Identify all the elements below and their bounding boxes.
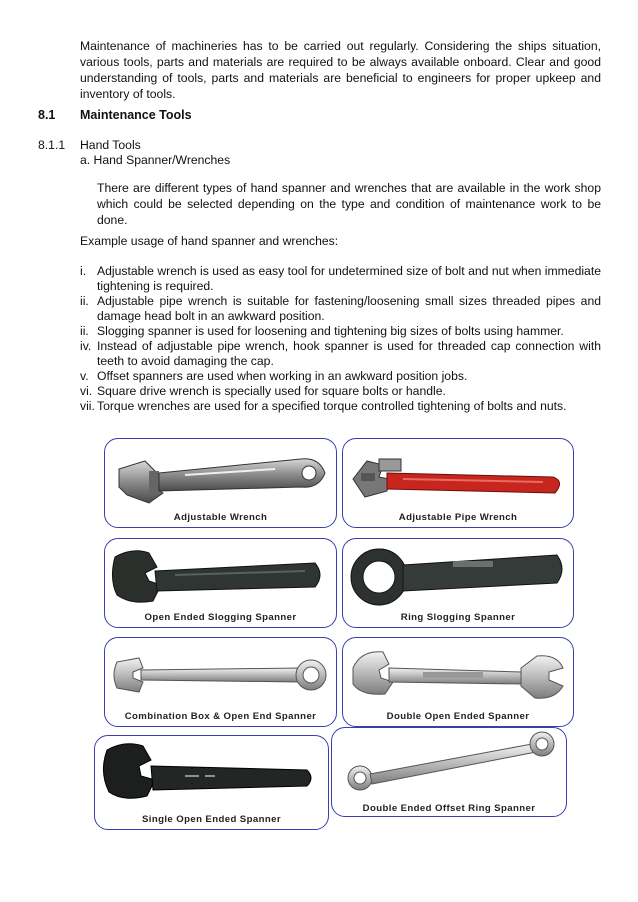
list-text: Adjustable wrench is used as easy tool for undetermined size of bolt and nut when immediate tightening is required. xyxy=(97,264,601,293)
list-item xyxy=(80,399,601,414)
figure-caption: Adjustable Wrench xyxy=(173,512,268,523)
list-item xyxy=(80,369,601,384)
list-item xyxy=(80,264,601,294)
section-title: Maintenance Tools xyxy=(80,108,192,122)
figure-caption: Ring Slogging Spanner xyxy=(400,612,516,623)
list-marker: ii. xyxy=(80,294,89,308)
figure-caption: Double Ended Offset Ring Spanner xyxy=(362,803,536,814)
figure-ring-slogging-spanner xyxy=(342,538,574,628)
example-heading: Example usage of hand spanner and wrenches: xyxy=(80,234,339,248)
figure-caption: Double Open Ended Spanner xyxy=(386,711,530,722)
description-paragraph: There are different types of hand spanner and wrenches that are available in the work shop which could be selected depending on the type and condition of maintenance work to be done. xyxy=(97,181,601,227)
section-number: 8.1 xyxy=(38,108,56,122)
figure-double-open-ended-spanner xyxy=(342,637,574,727)
list-item xyxy=(80,324,601,339)
figure-caption: Open Ended Slogging Spanner xyxy=(144,612,297,623)
list-item xyxy=(80,339,601,369)
figure-adjustable-wrench xyxy=(104,438,337,528)
list-text: Square drive wrench is specially used for square bolts or handle. xyxy=(97,384,446,398)
list-marker: vi. xyxy=(80,384,93,398)
item-a-heading: a. Hand Spanner/Wrenches xyxy=(80,153,231,167)
list-item xyxy=(80,294,601,324)
list-text: Instead of adjustable pipe wrench, hook spanner is used for threaded cap connection with teeth to avoid damaging the cap. xyxy=(97,339,601,368)
list-marker: iv. xyxy=(80,339,92,353)
figure-caption: Single Open Ended Spanner xyxy=(141,814,281,825)
list-marker: vii. xyxy=(80,399,95,413)
list-text: Slogging spanner is used for loosening and tightening big sizes of bolts using hammer. xyxy=(97,324,564,338)
subsection-number: 8.1.1 xyxy=(38,138,66,152)
figure-caption: Combination Box & Open End Spanner xyxy=(124,711,317,722)
figure-open-ended-slogging-spanner xyxy=(104,538,337,628)
list-text: Torque wrenches are used for a specified torque controlled tightening of bolts and nuts. xyxy=(97,399,567,413)
figure-adjustable-pipe-wrench xyxy=(342,438,574,528)
list-text: Adjustable pipe wrench is suitable for fastening/loosening small sizes threaded pipes and damage head bolt in an awkward position. xyxy=(97,294,601,323)
list-text: Offset spanners are used when working in an awkward position jobs. xyxy=(97,369,468,383)
list-marker: ii. xyxy=(80,324,89,338)
figure-single-open-ended-spanner xyxy=(94,735,329,830)
figure-caption: Adjustable Pipe Wrench xyxy=(398,512,518,523)
list-marker: i. xyxy=(80,264,87,278)
figure-combination-spanner xyxy=(104,637,337,727)
subsection-title: Hand Tools xyxy=(80,138,141,152)
list-item xyxy=(80,384,601,399)
figure-offset-ring-spanner xyxy=(331,727,567,817)
intro-paragraph: Maintenance of machineries has to be carried out regularly. Considering the ships situation, various tools, parts and materials are required to be always available onboard. Clear and good understanding of tools, parts and materials are beneficial to engineers for proper upkeep and inventory of tools. xyxy=(80,39,601,101)
list-marker: v. xyxy=(80,369,89,383)
